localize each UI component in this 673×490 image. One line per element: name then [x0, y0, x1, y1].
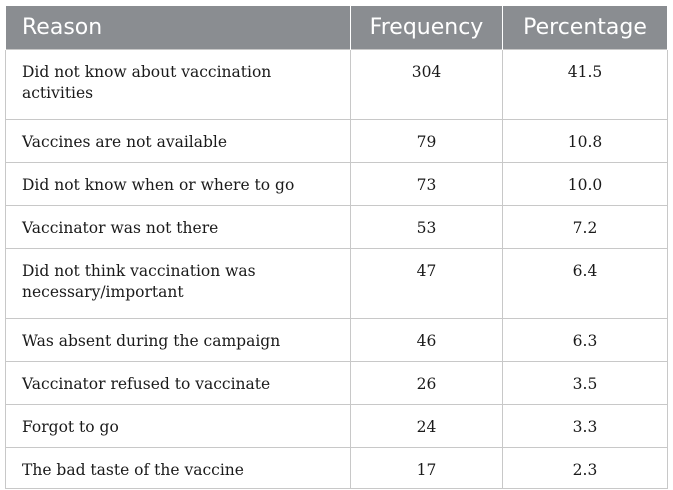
table-row: [6, 206, 668, 249]
cell-percentage: 3.5: [503, 362, 668, 405]
cell-frequency: 46: [351, 319, 503, 362]
reasons-table-container: [5, 5, 667, 484]
cell-percentage: 10.8: [503, 120, 668, 163]
cell-percentage: 6.4: [503, 249, 668, 319]
cell-reason: Vaccinator was not there: [6, 206, 351, 249]
table-row: [6, 249, 668, 319]
cell-percentage: 7.2: [503, 206, 668, 249]
table-row: [6, 448, 668, 489]
cell-reason: Vaccines are not available: [6, 120, 351, 163]
cell-frequency: 304: [351, 50, 503, 120]
cell-reason: Forgot to go: [6, 405, 351, 448]
cell-reason: Was absent during the campaign: [6, 319, 351, 362]
cell-reason: Did not know about vaccination activities: [6, 50, 351, 120]
cell-frequency: 79: [351, 120, 503, 163]
header-reason: Reason: [6, 6, 351, 50]
cell-reason: Did not know when or where to go: [6, 163, 351, 206]
cell-frequency: 24: [351, 405, 503, 448]
header-row: [6, 6, 668, 50]
table-row: [6, 163, 668, 206]
cell-percentage: 2.3: [503, 448, 668, 489]
cell-reason: The bad taste of the vaccine: [6, 448, 351, 489]
reasons-table: [5, 5, 668, 489]
cell-percentage: 41.5: [503, 50, 668, 120]
cell-percentage: 3.3: [503, 405, 668, 448]
table-row: [6, 362, 668, 405]
header-frequency: Frequency: [351, 6, 503, 50]
cell-frequency: 53: [351, 206, 503, 249]
cell-frequency: 17: [351, 448, 503, 489]
table-body: [6, 50, 668, 489]
cell-reason: Did not think vaccination was necessary/important: [6, 249, 351, 319]
cell-frequency: 26: [351, 362, 503, 405]
cell-percentage: 10.0: [503, 163, 668, 206]
cell-frequency: 47: [351, 249, 503, 319]
table-row: [6, 120, 668, 163]
table-row: [6, 50, 668, 120]
cell-reason: Vaccinator refused to vaccinate: [6, 362, 351, 405]
table-header: [6, 6, 668, 50]
cell-percentage: 6.3: [503, 319, 668, 362]
table-row: [6, 405, 668, 448]
table-row: [6, 319, 668, 362]
cell-frequency: 73: [351, 163, 503, 206]
header-percentage: Percentage: [503, 6, 668, 50]
